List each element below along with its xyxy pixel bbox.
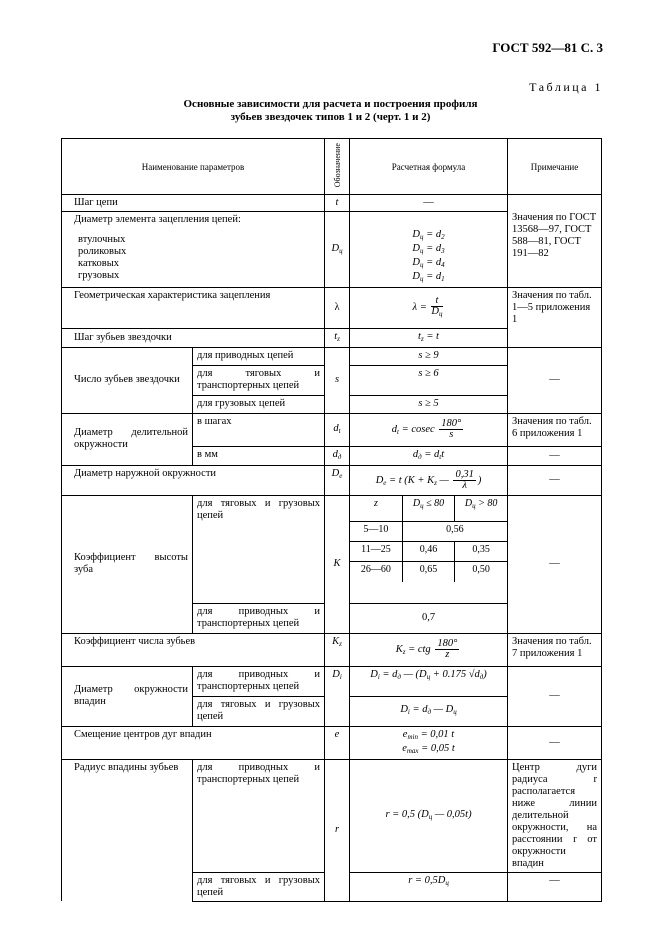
row-name: Коэффициент числа зубьев bbox=[62, 633, 325, 666]
symbol-cell: e bbox=[325, 726, 350, 759]
symbol-cell: $t_z$ bbox=[325, 328, 350, 347]
subtable-cell: 0,65 bbox=[402, 562, 454, 582]
page-header: ГОСТ 592—81 С. 3 bbox=[492, 40, 603, 55]
subtable-cell: 5—10 bbox=[350, 522, 402, 542]
subtable-header-le80: $D_ц \le 80$ bbox=[402, 496, 454, 522]
col-note-header: Примечание bbox=[508, 139, 602, 195]
note-cell: Значения по табл. 6 приложения 1 bbox=[508, 413, 602, 446]
row-name: Число зубьев звездочки bbox=[62, 347, 193, 413]
symbol-cell: $D_i$ bbox=[325, 666, 350, 726]
row-name: Диаметр делительной окружности bbox=[62, 413, 193, 465]
symbol-cell: $K_z$ bbox=[325, 633, 350, 666]
symbol-cell: s bbox=[325, 347, 350, 413]
symbol-cell: $d_t$ bbox=[325, 413, 350, 446]
row-name: Шаг зубьев звездочки bbox=[62, 328, 325, 347]
subtable-cell: 11—25 bbox=[350, 542, 402, 562]
row-name: Радиус впадины зубьев bbox=[62, 759, 193, 901]
note-cell: — bbox=[508, 465, 602, 495]
row-name: Коэффициент высоты зуба bbox=[62, 495, 193, 633]
note-cell: Значения по табл. 1—5 приложения 1 bbox=[508, 288, 602, 329]
formula-cell: $t_z = t$ bbox=[350, 328, 508, 347]
formula-cell: λ = $\frac{t}{D_ц}$ bbox=[350, 288, 508, 329]
symbol-cell: λ bbox=[325, 288, 350, 329]
table-header-row bbox=[62, 139, 602, 195]
coef-subtable bbox=[350, 496, 507, 582]
subtable-header-gt80: $D_ц > 80$ bbox=[455, 496, 507, 522]
subtable-cell: 0,56 bbox=[402, 522, 507, 542]
col-name-header: Наименование параметров bbox=[62, 139, 325, 195]
sub-name: в мм bbox=[193, 446, 325, 465]
symbol-cell: t bbox=[325, 195, 350, 212]
sub-name: для приводных и транспортерных цепей bbox=[193, 759, 325, 872]
sub-name: для тяговых и грузовых цепей bbox=[193, 696, 325, 726]
row-name: Диаметр окружности впадин bbox=[62, 666, 193, 726]
sub-name: для приводных цепей bbox=[193, 347, 325, 365]
parameters-table bbox=[61, 138, 602, 902]
formula-cell: s ≥ 6 bbox=[350, 365, 508, 395]
formula-cell: $r = 0,5D_ц$ bbox=[350, 872, 508, 901]
row-name: Диаметр наружной окружности bbox=[62, 465, 325, 495]
col-formula-header: Расчетная формула bbox=[350, 139, 508, 195]
sub-name: для приводных и транспортерных цепей bbox=[193, 666, 325, 696]
note-cell: — bbox=[508, 495, 602, 633]
row-geometric bbox=[62, 288, 602, 329]
note-cell: Значения по ГОСТ 13568—97, ГОСТ 588—81, ГОСТ 191—82 bbox=[508, 212, 602, 288]
sub-name: для приводных и транспортерных цепей bbox=[193, 603, 325, 633]
row-shift bbox=[62, 726, 602, 759]
note-cell: Центр дуги радиуса r располагается ниже линии делительной окружности, на расстоянии r от окружности впадин bbox=[508, 759, 602, 872]
row-name: Геометрическая характеристика зацепления bbox=[62, 288, 325, 329]
note-cell: — bbox=[508, 347, 602, 413]
row-teeth-number bbox=[62, 347, 602, 365]
formula-cell: $D_i = d_д$ — $D_ц$ bbox=[350, 696, 508, 726]
row-outer-diameter bbox=[62, 465, 602, 495]
sub-name: для грузовых цепей bbox=[193, 395, 325, 413]
note-cell bbox=[508, 195, 602, 212]
symbol-cell: $D_e$ bbox=[325, 465, 350, 495]
note-cell: Значения по табл. 7 приложения 1 bbox=[508, 633, 602, 666]
title-line-2: зубьев звездочек типов 1 и 2 (черт. 1 и 2) bbox=[230, 111, 431, 123]
sub-name: для тяговых и грузовых цепей bbox=[193, 872, 325, 901]
formula-cell: $e_{min} = 0,01$ t $e_{max} = 0,05$ t bbox=[350, 726, 508, 759]
table-title bbox=[0, 98, 661, 124]
table-label: Таблица 1 bbox=[529, 80, 603, 94]
subtable-cell: 0,46 bbox=[402, 542, 454, 562]
row-name: Диаметр элемента зацепления цепей: втулочных роликовых катковых грузовых bbox=[62, 212, 325, 288]
coef-subtable-cell bbox=[350, 495, 508, 603]
formula-cell: 0,7 bbox=[350, 603, 508, 633]
row-tooth-step bbox=[62, 328, 602, 347]
formula-cell: $D_e = t$ ($K + K_z$ — $\frac{0,31}{\lambda}$ ) bbox=[350, 465, 508, 495]
row-root-diameter bbox=[62, 666, 602, 696]
subtable-cell: 26—60 bbox=[350, 562, 402, 582]
note-cell: — bbox=[508, 872, 602, 901]
note-cell: — bbox=[508, 446, 602, 465]
subtable-cell: 0,50 bbox=[455, 562, 507, 582]
subtable-header-z: z bbox=[350, 496, 402, 522]
formula-cell: s ≥ 5 bbox=[350, 395, 508, 413]
formula-cell: s ≥ 9 bbox=[350, 347, 508, 365]
row-height-coef bbox=[62, 495, 602, 603]
row-name: Шаг цепи bbox=[62, 195, 325, 212]
row-teeth-coef bbox=[62, 633, 602, 666]
row-name: Смещение центров дуг впадин bbox=[62, 726, 325, 759]
symbol-cell: $d_д$ bbox=[325, 446, 350, 465]
row-root-radius bbox=[62, 759, 602, 872]
row-chain-step bbox=[62, 195, 602, 212]
formula-cell: $d_t = cosec$ $\frac{180^\circ}{s}$ bbox=[350, 413, 508, 446]
title-line-1: Основные зависимости для расчета и построения профиля bbox=[183, 98, 478, 110]
formula-cell: $K_z$ = ctg $\frac{180^\circ}{z}$ bbox=[350, 633, 508, 666]
row-element-diameter bbox=[62, 212, 602, 288]
symbol-cell: K bbox=[325, 495, 350, 633]
formula-cell: r = 0,5 ($D_ц$ — 0,05t) bbox=[350, 759, 508, 872]
symbol-cell: r bbox=[325, 759, 350, 901]
note-cell bbox=[508, 328, 602, 347]
formula-cell: — bbox=[350, 195, 508, 212]
formula-cell: $D_i = d_д$ — ($D_ц + 0.175$ $√d_д$) bbox=[350, 666, 508, 696]
sub-name: для тяговых и грузовых цепей bbox=[193, 495, 325, 603]
note-cell: — bbox=[508, 666, 602, 726]
symbol-cell: $D_ц$ bbox=[325, 212, 350, 288]
subtable-cell: 0,35 bbox=[455, 542, 507, 562]
formula-cell: $d_д = d_tt$ bbox=[350, 446, 508, 465]
row-pitch-diameter bbox=[62, 413, 602, 446]
note-cell: — bbox=[508, 726, 602, 759]
sub-name: для тяговых и транспортерных цепей bbox=[193, 365, 325, 395]
sub-name: в шагах bbox=[193, 413, 325, 446]
col-symbol-header: Обозначение bbox=[325, 139, 350, 195]
formula-cell: $D_ц = d_2$ $D_ц = d_3$ $D_ц = d_4$ $D_ц = d_1$ bbox=[350, 212, 508, 288]
